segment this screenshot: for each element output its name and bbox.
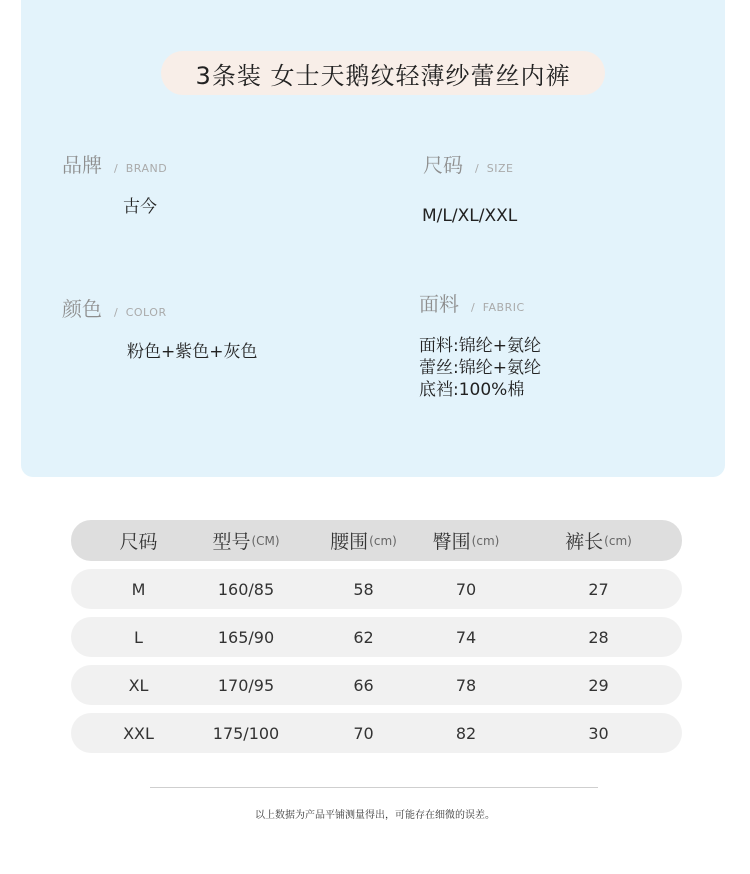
cell-size: M [131,579,146,599]
table-row [71,713,682,753]
cell-hip: 78 [455,675,477,695]
brand-separator: / [114,162,118,175]
table-row [71,569,682,609]
cell-size: XXL [123,723,154,743]
fabric-line: 蕾丝:锦纶+氨纶 [419,358,541,378]
product-info-panel [21,0,725,477]
color-separator: / [114,306,118,319]
table-row [71,617,682,657]
fabric-line: 底裆:100%棉 [419,380,525,400]
size-label-cn: 尺码 [423,153,463,177]
header-hip-unit: (cm) [471,533,500,548]
color-heading [62,293,167,322]
cell-waist: 66 [353,675,374,695]
header-model-unit: (CM) [251,533,280,548]
cell-length: 28 [588,627,609,647]
brand-heading [62,149,167,178]
header-length [541,520,656,561]
size-chart-table [71,520,682,761]
cell-size: XL [128,675,149,695]
fabric-label-cn: 面料 [419,292,459,316]
footer-divider [150,787,598,788]
color-value: 粉色+紫色+灰色 [127,342,258,362]
cell-model: 170/95 [217,675,275,695]
header-waist [311,520,416,561]
cell-length: 30 [588,723,609,743]
header-model-label: 型号 [212,531,251,553]
size-value: M/L/XL/XXL [422,206,518,226]
header-size [91,520,186,561]
cell-waist: 58 [353,579,374,599]
header-waist-unit: (cm) [369,533,397,548]
header-waist-label: 腰围 [330,531,369,553]
cell-hip: 74 [455,627,477,647]
header-length-unit: (cm) [604,533,632,548]
cell-size: L [134,627,143,647]
header-length-label: 裤长 [565,531,604,553]
cell-length: 29 [588,675,609,695]
size-heading [423,149,513,178]
color-label-cn: 颜色 [62,297,102,321]
cell-hip: 82 [455,723,477,743]
table-row [71,665,682,705]
header-hip [416,520,516,561]
header-size-label: 尺码 [119,531,158,553]
header-hip-label: 臀围 [432,531,471,553]
brand-label-cn: 品牌 [62,153,102,177]
table-header-row [71,520,682,561]
fabric-heading [419,288,525,317]
fabric-label-en: FABRIC [482,301,525,314]
fabric-separator: / [471,301,475,314]
color-label-en: COLOR [125,306,167,319]
brand-label-en: BRAND [125,162,168,175]
fabric-values [419,335,541,401]
cell-model: 165/90 [217,627,275,647]
cell-model: 175/100 [212,723,280,743]
cell-waist: 62 [353,627,374,647]
cell-hip: 70 [455,579,477,599]
size-label-en: SIZE [486,162,514,175]
cell-waist: 70 [353,723,374,743]
product-title: 3条装 女士天鹅纹轻薄纱蕾丝内裤 [161,51,605,95]
header-model [186,520,306,561]
cell-model: 160/85 [217,579,275,599]
measurement-note: 以上数据为产品平铺测量得出，可能存在细微的误差。 [255,810,495,821]
cell-length: 27 [588,579,609,599]
brand-value: 古今 [123,197,157,217]
fabric-line: 面料:锦纶+氨纶 [419,336,541,356]
size-separator: / [475,162,479,175]
